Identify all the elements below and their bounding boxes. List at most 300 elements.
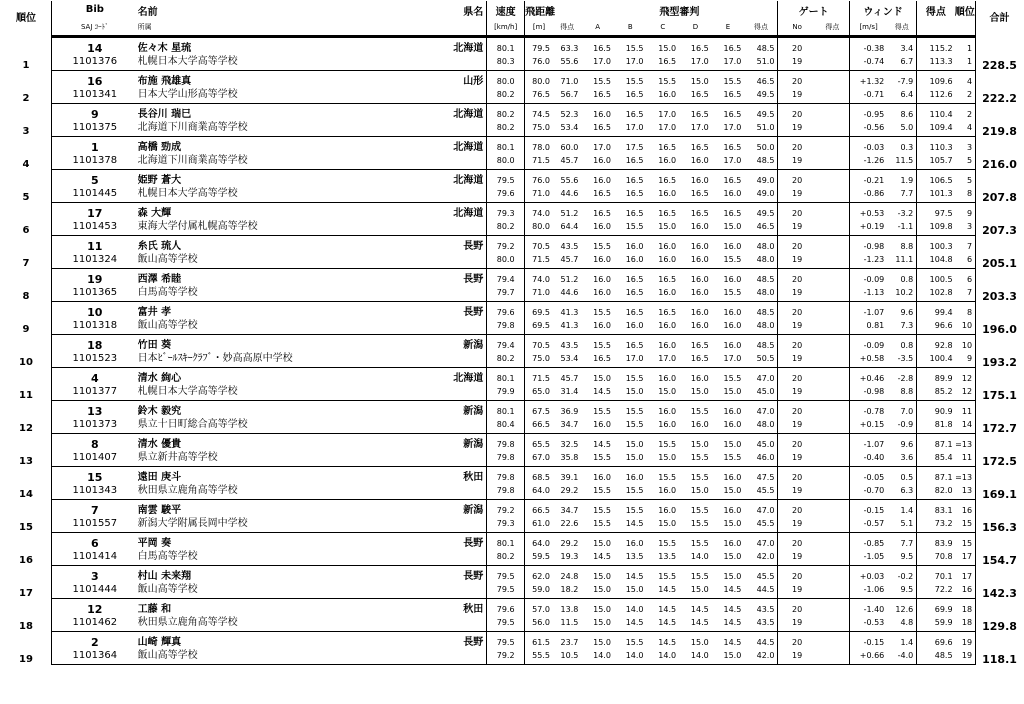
gate-number: 20 (792, 110, 803, 119)
athlete-rank: 2 (1, 71, 51, 104)
jump-speed: 79.9 (487, 384, 525, 401)
jump-speed: 80.2 (487, 87, 525, 104)
gate-number: 20 (792, 572, 803, 581)
judge-score: 16.0 (658, 242, 677, 251)
athlete-name: 南雲 駿平 (137, 505, 182, 516)
header-gate-points: 得点 (816, 18, 850, 37)
wind-points: 9.5 (887, 582, 916, 599)
gate-points (816, 500, 850, 517)
judge-score: 16.0 (625, 242, 644, 251)
jump-distance: 64.0 (525, 483, 553, 500)
jump-distance-points: 64.4 (553, 219, 581, 236)
gate-number: 19 (778, 54, 816, 71)
athlete-total: 169.1 (982, 487, 1017, 500)
athlete-total: 207.8 (982, 190, 1017, 203)
athlete-prefecture: 長野 (369, 566, 487, 583)
jump-rank: 11 (955, 401, 976, 418)
judge-score: 15.5 (593, 506, 611, 515)
athlete-prefecture (369, 582, 487, 599)
athlete-name: 長谷川 瑞巳 (137, 109, 192, 120)
judge-score: 14.5 (593, 440, 611, 449)
jump-distance-points: 32.5 (560, 440, 579, 449)
athlete-total: 219.8 (982, 124, 1017, 137)
judge-score: 16.0 (723, 308, 742, 317)
header-score: 得点 (925, 7, 946, 18)
judge-score: 16.5 (593, 44, 611, 53)
judge-score: 15.5 (625, 77, 644, 86)
athlete-prefecture: 長野 (369, 236, 487, 253)
header-style-points: 得点 (744, 18, 778, 37)
jump-speed: 79.6 (487, 599, 525, 616)
judge-score: 16.0 (581, 318, 614, 335)
athlete-team: 飯山高等学校 (138, 648, 369, 665)
judge-score: 16.5 (690, 143, 709, 152)
judge-score: 15.0 (647, 219, 680, 236)
athlete-bib: 1 (90, 141, 99, 153)
wind-speed: +0.15 (849, 417, 887, 434)
gate-number: 19 (778, 450, 816, 467)
result-row-jump1 (1, 302, 1023, 319)
result-row-jump2 (1, 219, 1023, 236)
wind-speed: -0.85 (863, 539, 885, 548)
judge-score: 15.5 (581, 450, 614, 467)
wind-points: 5.1 (887, 516, 916, 533)
athlete-team: 飯山高等学校 (138, 318, 369, 335)
jump-distance: 71.0 (525, 186, 553, 203)
judge-score: 15.0 (712, 219, 745, 236)
judge-score: 15.5 (690, 572, 709, 581)
gate-number: 19 (778, 384, 816, 401)
wind-speed: -0.15 (863, 506, 885, 515)
judge-score: 16.0 (690, 374, 709, 383)
judge-score: 14.0 (679, 549, 712, 566)
athlete-bib: 2 (90, 636, 99, 648)
judge-score: 16.5 (679, 186, 712, 203)
athlete-team: 秋田県立鹿角高等学校 (138, 483, 369, 500)
judge-score: 15.0 (593, 374, 611, 383)
judge-score: 16.5 (658, 176, 677, 185)
gate-number: 20 (792, 275, 803, 284)
judge-score: 14.5 (690, 605, 709, 614)
athlete-prefecture: 新潟 (369, 401, 487, 418)
result-row-jump1 (1, 632, 1023, 649)
jump-speed: 80.1 (487, 137, 525, 154)
gate-points (816, 582, 850, 599)
jump-distance: 59.0 (525, 582, 553, 599)
jump-distance: 57.0 (532, 605, 550, 614)
judge-score: 15.5 (690, 407, 709, 416)
wind-points: 6.7 (887, 54, 916, 71)
jump-speed: 80.0 (487, 153, 525, 170)
judge-score: 15.0 (614, 384, 647, 401)
athlete-name: 鈴木 毅究 (137, 406, 182, 417)
judge-score: 15.5 (581, 483, 614, 500)
jump-rank: 3 (955, 137, 976, 154)
result-row-jump2 (1, 252, 1023, 269)
style-points: 48.0 (744, 252, 778, 269)
judge-score: 15.0 (723, 440, 742, 449)
results-table (1, 1, 1023, 665)
athlete-bib: 14 (87, 42, 103, 54)
jump-distance: 74.0 (532, 209, 550, 218)
wind-points: -7.9 (887, 71, 916, 88)
gate-points (816, 351, 850, 368)
style-points: 45.5 (744, 566, 778, 583)
gate-number: 19 (778, 285, 816, 302)
athlete-saj-code: 1101373 (51, 417, 137, 434)
jump-distance-points: 11.5 (553, 615, 581, 632)
gate-number: 19 (778, 516, 816, 533)
athlete-bib: 10 (87, 306, 103, 318)
jump-rank: 6 (955, 269, 976, 286)
header-judge-b: B (614, 18, 647, 37)
athlete-saj-code: 1101557 (51, 516, 137, 533)
jump-distance-points: 43.5 (560, 341, 579, 350)
athlete-bib: 8 (90, 438, 99, 450)
judge-score: 15.0 (690, 77, 709, 86)
judge-score: 15.5 (712, 285, 745, 302)
athlete-total: 154.7 (982, 553, 1017, 566)
judge-score: 16.0 (723, 242, 742, 251)
header-affiliation: 所属 (138, 18, 369, 37)
wind-points: 9.6 (887, 434, 916, 451)
athlete-total: 118.1 (982, 652, 1017, 665)
gate-points (816, 37, 850, 55)
judge-score: 16.5 (690, 110, 709, 119)
jump-distance: 71.5 (525, 153, 553, 170)
style-points: 50.0 (744, 137, 778, 154)
judge-score: 16.0 (614, 318, 647, 335)
wind-points: 11.1 (887, 252, 916, 269)
athlete-total: 228.5 (982, 58, 1017, 71)
gate-number: 20 (792, 473, 803, 482)
gate-number: 20 (792, 209, 803, 218)
judge-score: 17.0 (581, 54, 614, 71)
jump-score: 100.4 (917, 351, 955, 368)
jump-distance-points: 31.4 (553, 384, 581, 401)
judge-score: 16.5 (658, 143, 677, 152)
judge-score: 15.5 (625, 407, 644, 416)
jump-distance-points: 53.4 (553, 351, 581, 368)
athlete-prefecture: 北海道 (369, 104, 487, 121)
jump-distance: 76.0 (525, 54, 553, 71)
judge-score: 17.0 (647, 351, 680, 368)
result-row-jump2 (1, 351, 1023, 368)
athlete-total: 207.3 (982, 223, 1017, 236)
judge-score: 16.0 (593, 110, 611, 119)
athlete-rank: 19 (1, 632, 51, 665)
gate-points (816, 467, 850, 484)
wind-points: 0.8 (887, 335, 916, 352)
jump-distance: 61.0 (525, 516, 553, 533)
jump-rank: 17 (955, 549, 976, 566)
judge-score: 14.0 (647, 648, 680, 665)
athlete-total: 205.1 (982, 256, 1017, 269)
style-points: 49.5 (744, 104, 778, 121)
jump-score: 104.8 (917, 252, 955, 269)
athlete-rank: 9 (1, 302, 51, 335)
athlete-saj-code: 1101377 (51, 384, 137, 401)
jump-distance: 62.0 (532, 572, 550, 581)
jump-speed: 79.2 (487, 236, 525, 253)
athlete-rank: 16 (1, 533, 51, 566)
athlete-total: 196.0 (982, 322, 1017, 335)
jump-rank: 15 (955, 533, 976, 550)
result-row-jump1 (1, 37, 1023, 55)
judge-score: 16.0 (647, 87, 680, 104)
gate-number: 19 (778, 252, 816, 269)
athlete-name: 村山 未来翔 (137, 571, 192, 582)
athlete-prefecture (369, 450, 487, 467)
style-points: 47.0 (744, 500, 778, 517)
jump-distance-points: 39.1 (560, 473, 579, 482)
judge-score: 17.0 (647, 120, 680, 137)
jump-score: 69.6 (934, 638, 953, 647)
athlete-prefecture: 長野 (369, 302, 487, 319)
athlete-name: 高橋 勁成 (137, 142, 182, 153)
jump-distance-points: 13.8 (560, 605, 579, 614)
jump-speed: 79.3 (487, 203, 525, 220)
judge-score: 14.0 (625, 605, 644, 614)
athlete-bib: 11 (87, 240, 103, 252)
jump-speed: 80.0 (487, 71, 525, 88)
judge-score: 16.0 (723, 539, 742, 548)
style-points: 47.0 (744, 401, 778, 418)
jump-score: 97.5 (934, 209, 953, 218)
judge-score: 16.5 (679, 351, 712, 368)
wind-points: -1.1 (887, 219, 916, 236)
judge-score: 14.5 (614, 615, 647, 632)
jump-rank: 16 (955, 500, 976, 517)
jump-speed: 79.5 (487, 632, 525, 649)
jump-rank: 3 (955, 219, 976, 236)
jump-score: 112.6 (917, 87, 955, 104)
jump-rank: 7 (955, 236, 976, 253)
header-rank: 順位 (1, 1, 51, 37)
wind-speed: -0.09 (863, 341, 885, 350)
wind-points: 9.5 (887, 549, 916, 566)
athlete-prefecture: 新潟 (369, 335, 487, 352)
wind-speed: -0.40 (849, 450, 887, 467)
wind-speed: -1.05 (849, 549, 887, 566)
gate-number: 19 (778, 153, 816, 170)
jump-distance-points: 45.7 (553, 252, 581, 269)
athlete-total: 193.2 (982, 355, 1017, 368)
result-row-jump1 (1, 236, 1023, 253)
jump-distance-points: 29.2 (560, 539, 579, 548)
header-wind-points: 得点 (887, 18, 916, 37)
judge-score: 14.5 (679, 615, 712, 632)
judge-score: 15.0 (658, 44, 677, 53)
jump-distance-points: 36.9 (560, 407, 579, 416)
judge-score: 15.0 (712, 483, 745, 500)
header-prefecture: 県名 (369, 1, 487, 18)
wind-speed: -0.71 (849, 87, 887, 104)
style-points: 46.5 (744, 219, 778, 236)
jump-rank: 8 (955, 302, 976, 319)
jump-speed: 79.5 (487, 615, 525, 632)
judge-score: 16.0 (679, 318, 712, 335)
gate-points (816, 104, 850, 121)
result-row-jump1 (1, 203, 1023, 220)
result-row-jump2 (1, 120, 1023, 137)
header-distance-unit: [m] (525, 18, 553, 37)
athlete-prefecture: 北海道 (369, 137, 487, 154)
jump-distance: 76.0 (532, 176, 550, 185)
result-row-jump1 (1, 368, 1023, 385)
gate-points (816, 318, 850, 335)
athlete-prefecture (369, 318, 487, 335)
jump-score: 81.8 (917, 417, 955, 434)
result-row-jump1 (1, 137, 1023, 154)
wind-speed: -0.95 (863, 110, 885, 119)
judge-score: 16.0 (647, 318, 680, 335)
jump-speed: 79.8 (487, 450, 525, 467)
athlete-rank: 1 (1, 37, 51, 71)
header-row-1 (1, 1, 1023, 18)
jump-distance: 71.5 (532, 374, 550, 383)
jump-score: 72.2 (917, 582, 955, 599)
gate-points (816, 417, 850, 434)
wind-points: 11.5 (887, 153, 916, 170)
wind-points: 12.6 (887, 599, 916, 616)
jump-rank: 17 (955, 566, 976, 583)
athlete-team: 札幌日本大学高等学校 (138, 384, 369, 401)
judge-score: 17.0 (712, 153, 745, 170)
jump-rank: 9 (955, 203, 976, 220)
gate-number: 20 (792, 143, 803, 152)
header-wind-unit: [m/s] (849, 18, 887, 37)
wind-points: 0.8 (887, 269, 916, 286)
style-points: 48.0 (744, 236, 778, 253)
header-gate-no: No (778, 18, 816, 37)
jump-rank: 15 (955, 516, 976, 533)
judge-score: 17.0 (593, 143, 611, 152)
jump-rank: 18 (955, 615, 976, 632)
gate-points (816, 153, 850, 170)
jump-rank: 16 (955, 582, 976, 599)
athlete-rank: 6 (1, 203, 51, 236)
judge-score: 16.5 (581, 120, 614, 137)
judge-score: 16.5 (658, 209, 677, 218)
wind-speed: -1.07 (863, 308, 885, 317)
athlete-bib: 15 (87, 471, 103, 483)
judge-score: 15.0 (647, 450, 680, 467)
jump-distance-points: 23.7 (560, 638, 579, 647)
jump-score: 92.8 (934, 341, 953, 350)
jump-distance: 74.0 (532, 275, 550, 284)
athlete-total: 203.3 (982, 289, 1017, 302)
gate-points (816, 566, 850, 583)
gate-points (816, 335, 850, 352)
judge-score: 15.5 (712, 252, 745, 269)
wind-speed: -0.03 (863, 143, 885, 152)
judge-score: 15.0 (712, 384, 745, 401)
gate-points (816, 170, 850, 187)
judge-score: 16.5 (658, 275, 677, 284)
athlete-saj-code: 1101343 (51, 483, 137, 500)
jump-speed: 80.2 (487, 120, 525, 137)
jump-score: 83.1 (934, 506, 953, 515)
wind-points: 9.6 (887, 302, 916, 319)
judge-score: 16.5 (723, 176, 742, 185)
gate-number: 20 (792, 242, 803, 251)
judge-score: 16.0 (690, 308, 709, 317)
athlete-team: 新潟大学附属長岡中学校 (138, 516, 369, 533)
jump-rank: 2 (955, 87, 976, 104)
judge-score: 15.5 (625, 374, 644, 383)
style-points: 48.5 (744, 269, 778, 286)
judge-score: 15.0 (690, 440, 709, 449)
gate-points (816, 252, 850, 269)
jump-distance-points: 29.2 (553, 483, 581, 500)
athlete-name: 西澤 希睦 (137, 274, 182, 285)
jump-rank: 4 (955, 71, 976, 88)
judge-score: 17.0 (614, 351, 647, 368)
wind-speed: -0.21 (863, 176, 885, 185)
judge-score: 15.0 (679, 582, 712, 599)
judge-score: 16.0 (593, 176, 611, 185)
header-judge-d: D (679, 18, 712, 37)
gate-points (816, 384, 850, 401)
judge-score: 16.0 (723, 407, 742, 416)
gate-points (816, 71, 850, 88)
judge-score: 13.5 (647, 549, 680, 566)
jump-distance-points: 43.5 (560, 242, 579, 251)
athlete-prefecture: 長野 (369, 632, 487, 649)
judge-score: 16.0 (690, 242, 709, 251)
wind-points: 8.8 (887, 236, 916, 253)
wind-points: -2.8 (887, 368, 916, 385)
style-points: 48.0 (744, 318, 778, 335)
athlete-prefecture (369, 153, 487, 170)
judge-score: 15.0 (593, 638, 611, 647)
athlete-name: 工藤 和 (137, 604, 172, 615)
gate-points (816, 483, 850, 500)
jump-rank: 1 (955, 54, 976, 71)
gate-points (816, 236, 850, 253)
jump-speed: 79.5 (487, 566, 525, 583)
judge-score: 17.0 (712, 120, 745, 137)
athlete-prefecture: 長野 (369, 269, 487, 286)
style-points: 45.5 (744, 483, 778, 500)
jump-speed: 80.1 (487, 533, 525, 550)
athlete-rank: 7 (1, 236, 51, 269)
jump-distance-points: 56.7 (553, 87, 581, 104)
judge-score: 17.0 (614, 54, 647, 71)
judge-score: 15.5 (614, 219, 647, 236)
athlete-prefecture (369, 384, 487, 401)
jump-score: 70.1 (934, 572, 953, 581)
jump-score: 59.9 (917, 615, 955, 632)
judge-score: 16.5 (625, 176, 644, 185)
jump-distance-points: 18.2 (553, 582, 581, 599)
jump-distance: 69.5 (525, 318, 553, 335)
athlete-prefecture (369, 351, 487, 368)
athlete-saj-code: 1101341 (51, 87, 137, 104)
athlete-team: 飯山高等学校 (138, 252, 369, 269)
gate-number: 20 (792, 506, 803, 515)
athlete-prefecture: 北海道 (369, 37, 487, 55)
jump-distance-points: 41.3 (553, 318, 581, 335)
header-speed: 速度 (487, 1, 525, 18)
jump-speed: 79.7 (487, 285, 525, 302)
style-points: 48.5 (744, 37, 778, 55)
athlete-name: 糸氏 琉人 (137, 241, 182, 252)
wind-speed: +0.03 (859, 572, 885, 581)
judge-score: 14.5 (625, 572, 644, 581)
judge-score: 14.5 (723, 605, 742, 614)
